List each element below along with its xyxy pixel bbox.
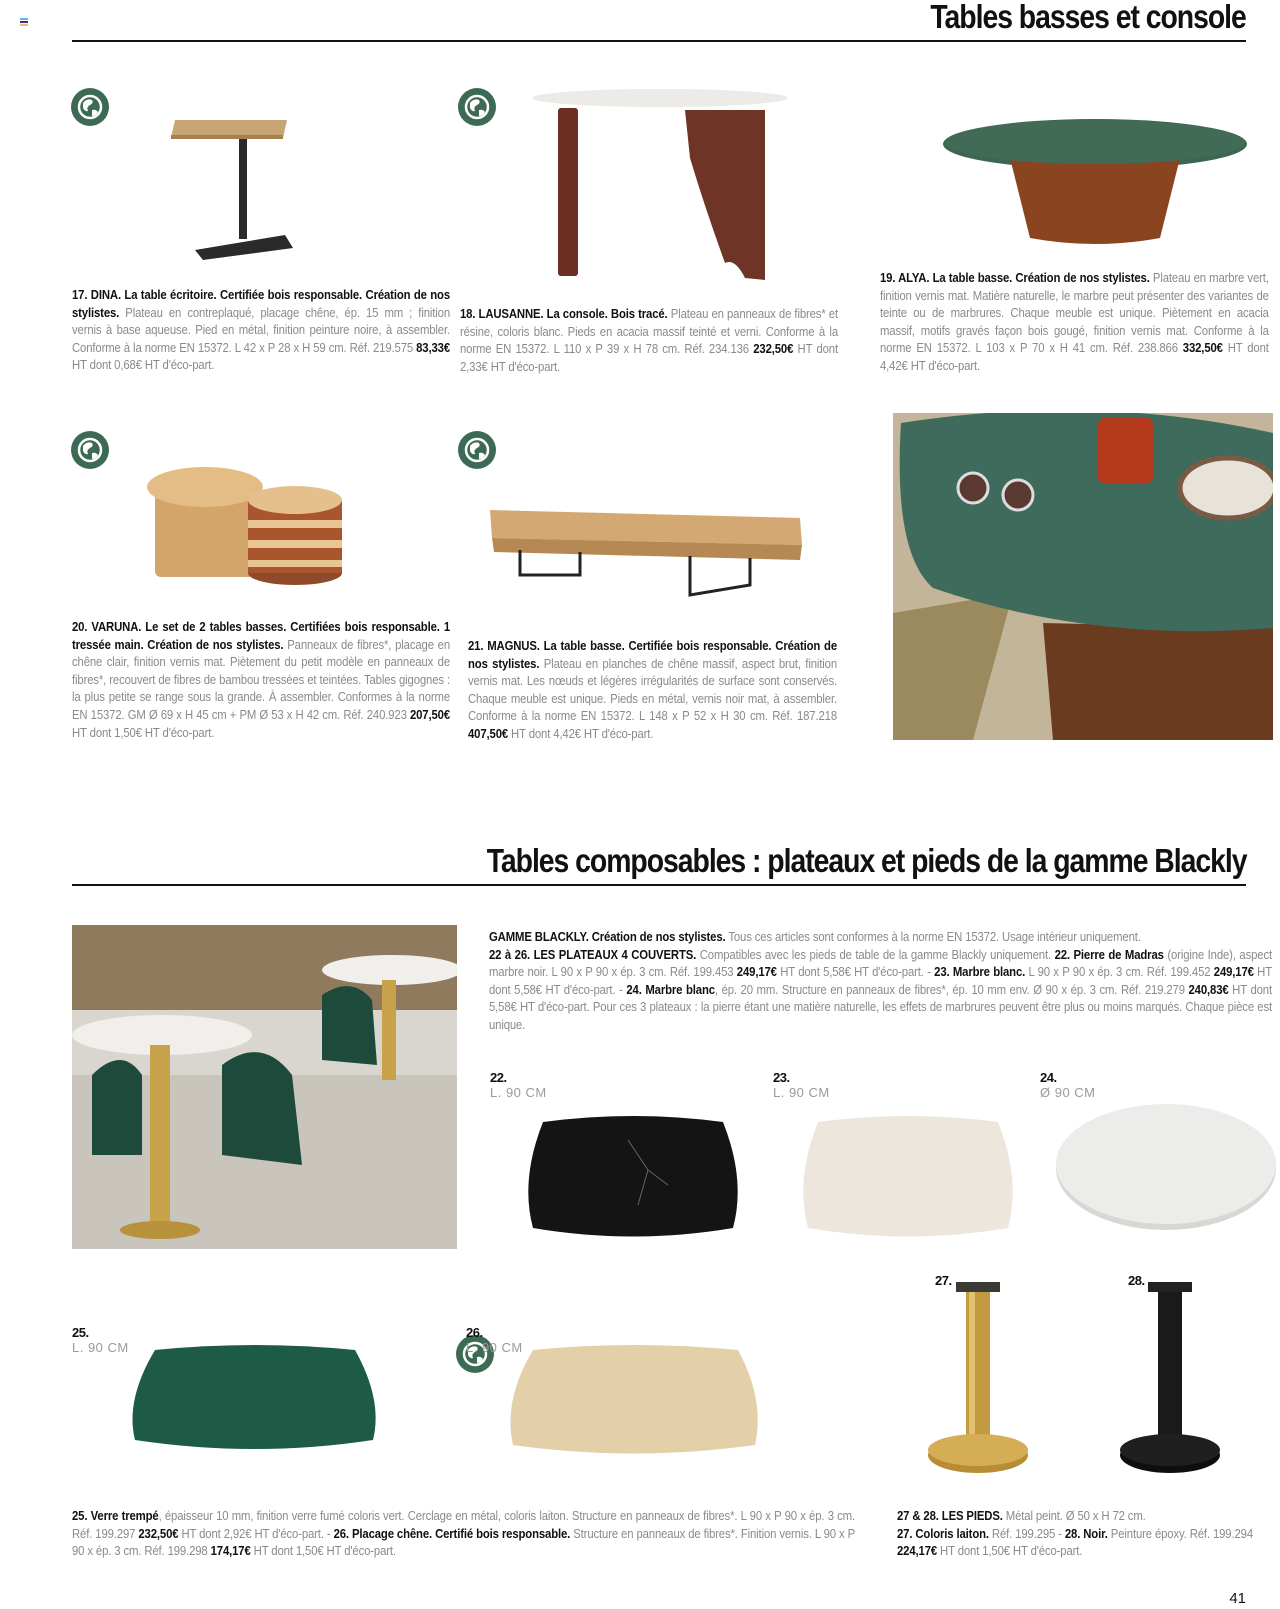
section-title-tables-composables: Tables composables : plateaux et pieds de la gamme Blackly — [486, 842, 1246, 879]
plateau-image-22-black-marble — [518, 1110, 748, 1245]
eco-globe-icon — [71, 88, 109, 126]
pied-label-27: 27. — [935, 1273, 952, 1288]
title-rule — [72, 40, 1246, 42]
plateau-label-26: 26. L. 90 CM — [466, 1325, 523, 1355]
product-image-dina — [165, 110, 295, 260]
alya-lifestyle-photo — [893, 413, 1273, 740]
plateau-image-23-white-marble — [793, 1110, 1023, 1245]
blackly-lifestyle-photo — [72, 925, 457, 1249]
pied-image-27-brass — [923, 1280, 1033, 1480]
pied-image-28-black — [1115, 1280, 1225, 1480]
eco-globe-icon — [458, 431, 496, 469]
product-image-lausanne — [530, 88, 790, 283]
eco-globe-icon — [71, 431, 109, 469]
blackly-description: GAMME BLACKLY. Création de nos stylistes. Tous ces articles sont conformes à la norme EN 15372. Usage intérieur uniquement. 22 à 26. LES PLATEAUX 4 COUVERTS. Compatibles avec les pieds de table de la gamme Blackly uniquement. 22. Pierre de Madras (origine Inde), aspect marbre noir. L 90 x P 90 x ép. 3 cm. Réf. 199.453 249,17€ HT dont 5,58€ HT d'éco-part. - 23. Marbre blanc. L 90 x P 90 x ép. 3 cm. Réf. 199.452 249,17€ HT dont 5,58€ HT d'éco-part. - 24. Marbre blanc, ép. 20 mm. Structure en panneaux de fibres*, ép. 10 mm env. Ø 90 x ép. 3 cm. Réf. 219.279 240,83€ HT dont 5,58€ HT d'éco-part. Pour ces 3 plateaux : la pierre étant une matière naturelle, les effets de marbrures peuvent être plus ou moins marqués. Chaque pièce est unique. — [489, 930, 1273, 1032]
plateaux-25-26-description: 25. Verre trempé, épaisseur 10 mm, finition verre fumé coloris vert. Cerclage en métal, coloris laiton. Structure en panneaux de fibres*. L 90 x P 90 x ép. 3 cm. Réf. 199.297 232,50€ HT dont 2,92€ HT d'éco-part. - 26. Placage chêne. Certifié bois responsable. Structure en panneaux de fibres*. Finition vernis. L 90 x P 90 x ép. 3 cm. Réf. 199.298 174,17€ HT dont 1,50€ HT d'éco-part. — [72, 1509, 855, 1559]
section-title-tables-basses: Tables basses et console — [930, 0, 1246, 35]
plateau-image-25-green-glass — [125, 1340, 385, 1460]
plateau-label-24: 24. Ø 90 CM — [1040, 1070, 1096, 1100]
plateau-image-26-oak — [503, 1340, 768, 1465]
product-description-lausanne: 18. LAUSANNE. La console. Bois tracé. Plateau en panneaux de fibres* et résine, coloris blanc. Pieds en acacia massif teinté et verni. Conforme à la norme EN 15372. L 110 x P 39 x H 78 cm. Réf. 234.136 232,50€ HT dont 2,33€ HT d'éco-part. — [460, 307, 838, 374]
product-image-varuna — [145, 465, 355, 595]
product-description-alya: 19. ALYA. La table basse. Création de nos stylistes. Plateau en marbre vert, finition vernis mat. Matière naturelle, le marbre peut présenter des variantes de teinte ou de marbrures. Chaque meuble est unique. Piètement en acacia massif, motifs gravés façon bois gougé, finition vernis mat. Conforme à la norme EN 15372. L 103 x P 70 x H 41 cm. Réf. 238.866 332,50€ HT dont 4,42€ HT d'éco-part. — [880, 271, 1269, 373]
eco-globe-icon — [458, 88, 496, 126]
product-description-varuna: 20. VARUNA. Le set de 2 tables basses. Certifiées bois responsable. 1 tressée main. Création de nos stylistes. Panneaux de fibres*, placage en chêne clair, finition vernis mat. Piètement du petit modèle en panneaux de fibres*, recouvert de fibres de bambou tressées et teintées. Tables gigognes : la plus petite se range sous la grande. À assembler. Conformes à la norme EN 15372. GM Ø 69 x H 45 cm + PM Ø 53 x H 42 cm. Réf. 240.923 207,50€ HT dont 1,50€ HT d'éco-part. — [72, 620, 451, 740]
product-image-magnus — [480, 500, 825, 605]
pied-label-28: 28. — [1128, 1273, 1145, 1288]
pieds-27-28-description: 27 & 28. LES PIEDS. Métal peint. Ø 50 x H 72 cm. 27. Coloris laiton. Réf. 199.295 - 28. Noir. Peinture époxy. Réf. 199.294 224,17€ HT dont 1,50€ HT d'éco-part. — [897, 1509, 1253, 1559]
page-number: 41 — [1229, 1590, 1246, 1607]
flag-icon — [20, 18, 28, 27]
product-description-dina: 17. DINA. La table écritoire. Certifiée bois responsable. Création de nos stylistes. Plateau en contreplaqué, placage chêne, ép. 15 mm ; finition vernis à base aqueuse. Pied en métal, finition peinture noire, à assembler. Conforme à la norme EN 15372. L 42 x P 28 x H 59 cm. Réf. 219.575 83,33€ HT dont 0,68€ HT d'éco-part. — [72, 288, 450, 373]
plateau-image-24-round-marble — [1053, 1100, 1280, 1250]
product-description-magnus: 21. MAGNUS. La table basse. Certifiée bois responsable. Création de nos stylistes. Plateau en planches de chêne massif, aspect brut, finition vernis mat. Les nœuds et légères irrégularités de surface sont conservés. Chaque meuble est unique. Pieds en métal, vernis noir mat, à assembler. Conforme à la norme EN 15372. L 148 x P 52 x H 30 cm. Réf. 187.218 407,50€ HT dont 4,42€ HT d'éco-part. — [468, 639, 837, 741]
plateau-label-23: 23. L. 90 CM — [773, 1070, 830, 1100]
product-image-alya — [940, 118, 1250, 253]
plateau-label-22: 22. L. 90 CM — [490, 1070, 547, 1100]
plateau-label-25: 25. L. 90 CM — [72, 1325, 129, 1355]
title-rule — [72, 884, 1246, 886]
